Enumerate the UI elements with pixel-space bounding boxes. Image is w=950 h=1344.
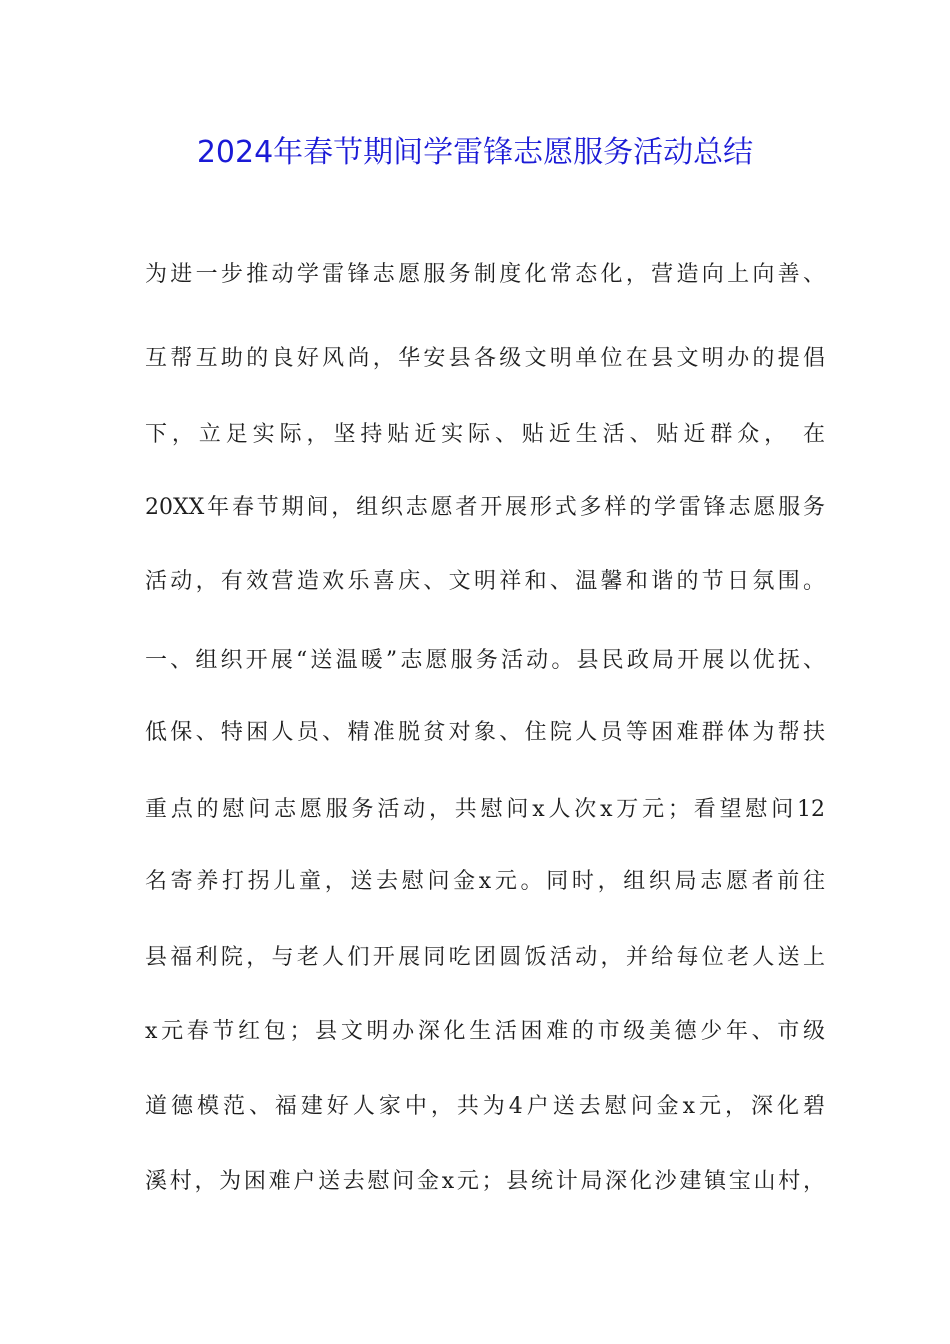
paragraph-line: 一、组织开展“送温暖”志愿服务活动。县民政局开展以优抚、 — [145, 648, 825, 673]
paragraph-line: 活动，有效营造欢乐喜庆、文明祥和、温馨和谐的节日氛围。 — [145, 569, 825, 594]
paragraph-line: 下，立足实际，坚持贴近实际、贴近生活、贴近群众， 在 — [145, 422, 825, 447]
paragraph-line: 20XX年春节期间，组织志愿者开展形式多样的学雷锋志愿服务 — [145, 495, 825, 520]
paragraph-line: 互帮互助的良好风尚，华安县各级文明单位在县文明办的提倡 — [145, 346, 825, 371]
paragraph-line: 名寄养打拐儿童，送去慰问金x元。同时，组织局志愿者前往 — [145, 869, 825, 894]
document-title: 2024年春节期间学雷锋志愿服务活动总结 — [196, 135, 754, 170]
paragraph-line: 道德模范、福建好人家中，共为4户送去慰问金x元，深化碧 — [145, 1094, 825, 1119]
paragraph-line: 为进一步推动学雷锋志愿服务制度化常态化，营造向上向善、 — [145, 262, 825, 287]
paragraph-line: 低保、特困人员、精准脱贫对象、住院人员等困难群体为帮扶 — [145, 720, 825, 745]
paragraph-line: 重点的慰问志愿服务活动，共慰问x人次x万元；看望慰问12 — [145, 797, 825, 822]
paragraph-line: x元春节红包；县文明办深化生活困难的市级美德少年、市级 — [145, 1019, 825, 1044]
paragraph-line: 县福利院，与老人们开展同吃团圆饭活动，并给每位老人送上 — [145, 945, 825, 970]
paragraph-line: 溪村，为困难户送去慰问金x元；县统计局深化沙建镇宝山村， — [145, 1169, 825, 1194]
